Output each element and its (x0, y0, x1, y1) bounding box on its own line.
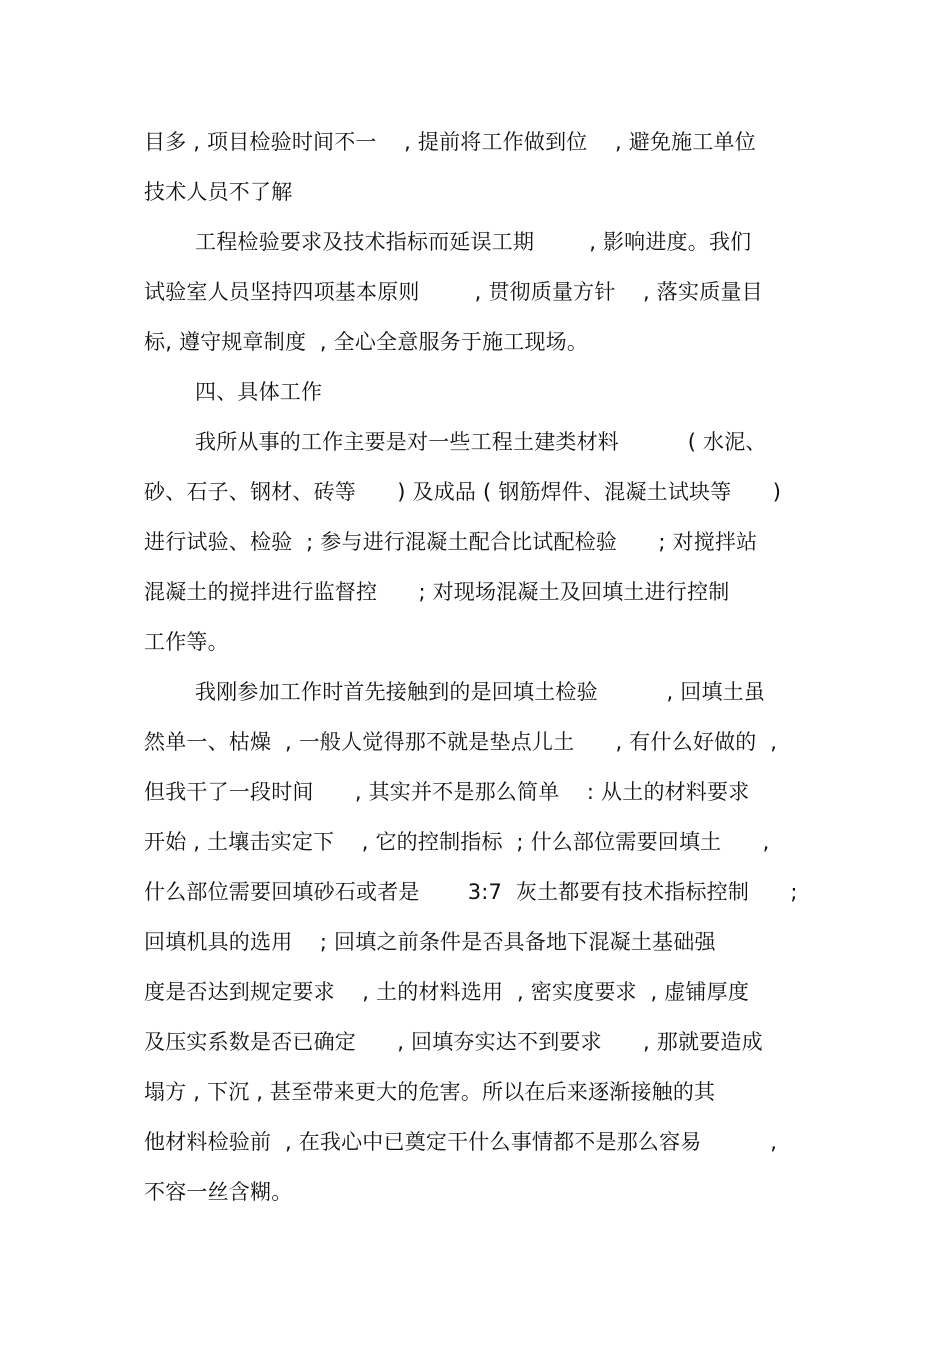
paragraph-start: 我刚参加工作时首先接触到的是回填土检验 , 回填土虽 (195, 680, 766, 704)
text-line: 但我干了一段时间 , 其实并不是那么简单 : 从土的材料要求 (144, 780, 750, 804)
text-line: 试验室人员坚持四项基本原则 , 贯彻质量方针 , 落实质量目 (144, 280, 763, 304)
text-line: 不容一丝含糊。 (144, 1180, 293, 1204)
paragraph-start: 工程检验要求及技术指标而延误工期 , 影响进度。我们 (195, 230, 752, 254)
text-line: 及压实系数是否已确定 , 回填夯实达不到要求 , 那就要造成 (144, 1030, 763, 1054)
text-line: 砂、石子、钢材、砖等 ) 及成品 ( 钢筋焊件、混凝土试块等 ) (144, 480, 782, 504)
text-line: 回填机具的选用 ; 回填之前条件是否具备地下混凝土基础强 (144, 930, 716, 954)
text-line: 塌方 , 下沉 , 甚至带来更大的危害。所以在后来逐渐接触的其 (144, 1080, 716, 1104)
text-line: 然单一、枯燥 , 一般人觉得那不就是垫点儿土 , 有什么好做的 , (144, 730, 778, 754)
text-line: 度是否达到规定要求 , 土的材料选用 , 密实度要求 , 虚铺厚度 (144, 980, 750, 1004)
text-line: 标, 遵守规章制度 , 全心全意服务于施工现场。 (144, 330, 589, 354)
text-line: 混凝土的搅拌进行监督控 ; 对现场混凝土及回填土进行控制 (144, 580, 730, 604)
text-line: 工作等。 (144, 630, 229, 654)
text-line: 技术人员不了解 (144, 180, 293, 204)
text-line: 进行试验、检验 ; 参与进行混凝土配合比试配检验 ; 对搅拌站 (144, 530, 758, 554)
text-line: 目多 , 项目检验时间不一 , 提前将工作做到位 , 避免施工单位 (144, 130, 756, 154)
text-line: 开始 , 土壤击实定下 , 它的控制指标 ; 什么部位需要回填土 , (144, 830, 770, 854)
text-line: 他材料检验前 , 在我心中已奠定干什么事情都不是那么容易 , (144, 1130, 778, 1154)
paragraph-start: 我所从事的工作主要是对一些工程土建类材料 ( 水泥、 (195, 430, 767, 454)
text-line: 什么部位需要回填砂石或者是 3:7 灰土都要有技术指标控制 ; (144, 880, 798, 904)
section-heading: 四、具体工作 (195, 380, 323, 404)
